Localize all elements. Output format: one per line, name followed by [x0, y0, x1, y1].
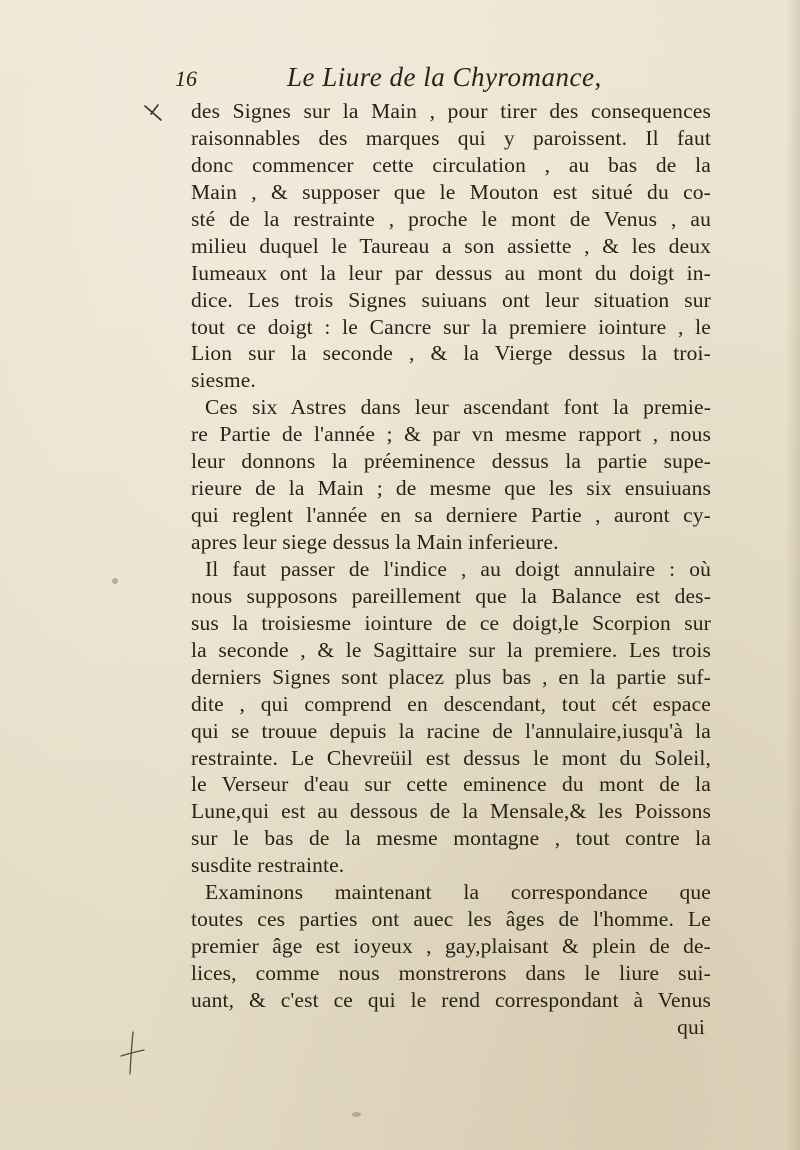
text-line: sté de la restrainte , proche le mont de Venus , au: [191, 206, 711, 231]
text-line: donc commencer cette circulation , au bas de la: [191, 152, 711, 177]
text-line: lices, comme nous monstrerons dans le liure sui-: [191, 961, 711, 985]
text-line: tout ce doigt : le Cancre sur la premiere iointure , le: [191, 314, 711, 339]
paper-stain: [112, 578, 118, 584]
page-edge-shadow: [786, 0, 800, 1150]
text-line: siesme.: [191, 368, 256, 393]
text-line: toutes ces parties ont auec les âges de l'homme. Le: [191, 907, 711, 932]
text-line: Il faut passer de l'indice , au doigt annulaire : où: [205, 556, 711, 581]
margin-cross-mark-icon: [142, 102, 164, 124]
text-line: nous supposons pareillement que la Balance est des-: [191, 583, 711, 608]
text-line: sus la troisiesme iointure de ce doigt,le Scorpion sur: [191, 610, 711, 635]
text-line: milieu duquel le Taureau a son assiette , & les deux: [191, 233, 711, 258]
text-line: Main , & supposer que le Mouton est situé du co-: [191, 179, 711, 204]
text-line: qui reglent l'année en sa derniere Partie , auront cy-: [191, 503, 711, 528]
text-line: premier âge est ioyeux , gay,plaisant & plein de de-: [191, 934, 711, 959]
page-number: 16: [175, 66, 197, 91]
text-line: raisonnables des marques qui y paroissent. Il faut: [191, 125, 711, 150]
text-line: derniers Signes sont placez plus bas , en la partie suf-: [191, 664, 711, 689]
text-line: des Signes sur la Main , pour tirer des consequences: [191, 99, 711, 123]
text-line: qui se trouue depuis la racine de l'annulaire,iusqu'à la: [191, 718, 711, 743]
page-header: [175, 58, 645, 98]
running-title: Le Liure de la Chyromance,: [287, 62, 602, 92]
text-line: rieure de la Main ; de mesme que les six ensuiuans: [191, 476, 711, 501]
text-line: Ces six Astres dans leur ascendant font la premie-: [205, 395, 711, 420]
text-line: dice. Les trois Signes suiuans ont leur situation sur: [191, 287, 711, 312]
text-line: la seconde , & le Sagittaire sur la premiere. Les trois: [191, 637, 711, 662]
text-line: Iumeaux ont la leur par dessus au mont du doigt in-: [191, 260, 711, 285]
text-line: susdite restrainte.: [191, 853, 345, 878]
text-line: leur donnons la préeminence dessus la partie supe-: [191, 449, 711, 474]
text-line: le Verseur d'eau sur cette eminence du mont de la: [191, 772, 711, 797]
catchword: qui: [677, 1014, 705, 1039]
text-line: uant, & c'est ce qui le rend correspondant à Venus: [191, 987, 711, 1012]
paper-stain: [352, 1112, 361, 1117]
text-line: Examinons maintenant la correspondance que: [205, 880, 711, 905]
text-line: Lune,qui est au dessous de la Mensale,& les Poissons: [191, 799, 711, 824]
text-line: restrainte. Le Chevreüil est dessus le mont du Soleil,: [191, 745, 711, 770]
text-line: re Partie de l'année ; & par vn mesme rapport , nous: [191, 422, 711, 447]
text-line: dite , qui comprend en descendant, tout cét espace: [191, 691, 711, 716]
text-line: sur le bas de la mesme montagne , tout contre la: [191, 826, 711, 851]
text-line: Lion sur la seconde , & la Vierge dessus la troi-: [191, 341, 711, 366]
margin-pen-mark-icon: [117, 1030, 147, 1078]
text-line: apres leur siege dessus la Main inferieure.: [191, 530, 559, 554]
body-text: [191, 98, 711, 1041]
